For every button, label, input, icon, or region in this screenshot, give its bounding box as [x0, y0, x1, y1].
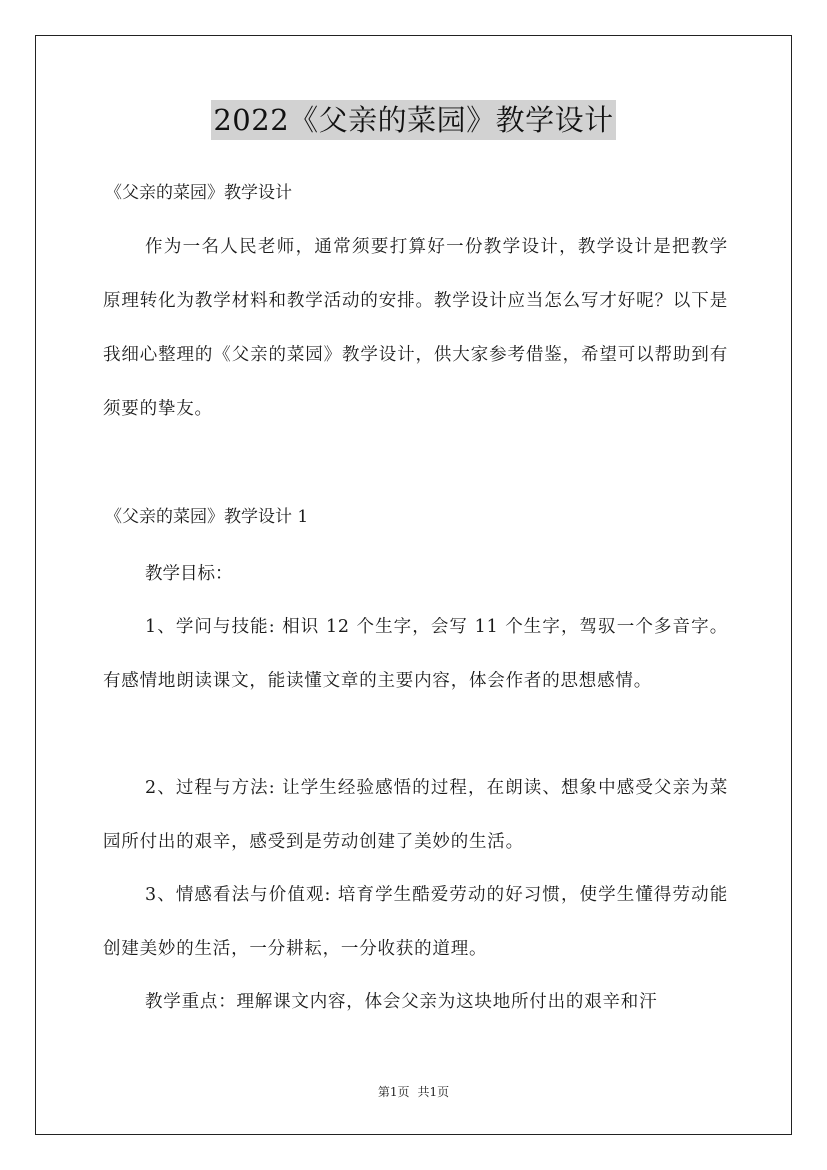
document-title: 2022《父亲的菜园》教学设计	[211, 100, 615, 140]
document-subtitle: 《父亲的菜园》教学设计	[105, 183, 292, 203]
section-heading: 《父亲的菜园》教学设计 1	[105, 507, 309, 527]
goal-item-2: 2、过程与方法: 让学生经验感悟的过程，在朗读、想象中感受父亲为菜园所付出的艰辛，感受到是劳动创建了美妙的生活。	[103, 778, 728, 852]
page-number-current: 第1页	[377, 1085, 410, 1099]
title-container	[0, 100, 827, 140]
goals-label: 教学目标：	[145, 564, 233, 584]
goal-item-3: 3、情感看法与价值观: 培育学生酷爱劳动的好习惯，使学生懂得劳动能创建美妙的生活，一分耕耘，一分收获的道理。	[103, 885, 728, 959]
page-number-total: 共1页	[417, 1085, 450, 1099]
teaching-focus-paragraph: 教学重点：理解课文内容，体会父亲为这块地所付出的艰辛和汗	[145, 992, 658, 1012]
intro-paragraph: 作为一名人民老师，通常须要打算好一份教学设计，教学设计是把教学原理转化为教学材料和教学活动的安排。教学设计应当怎么写才好呢？以下是我细心整理的《父亲的菜园》教学设计，供大家参考借鉴，希望可以帮助到有须要的挚友。	[103, 237, 728, 419]
goal-item-1: 1、学问与技能: 相识 12 个生字，会写 11 个生字，驾驭一个多音字。有感情地朗读课文，能读懂文章的主要内容，体会作者的思想感情。	[103, 617, 728, 691]
page-footer	[0, 1083, 827, 1101]
